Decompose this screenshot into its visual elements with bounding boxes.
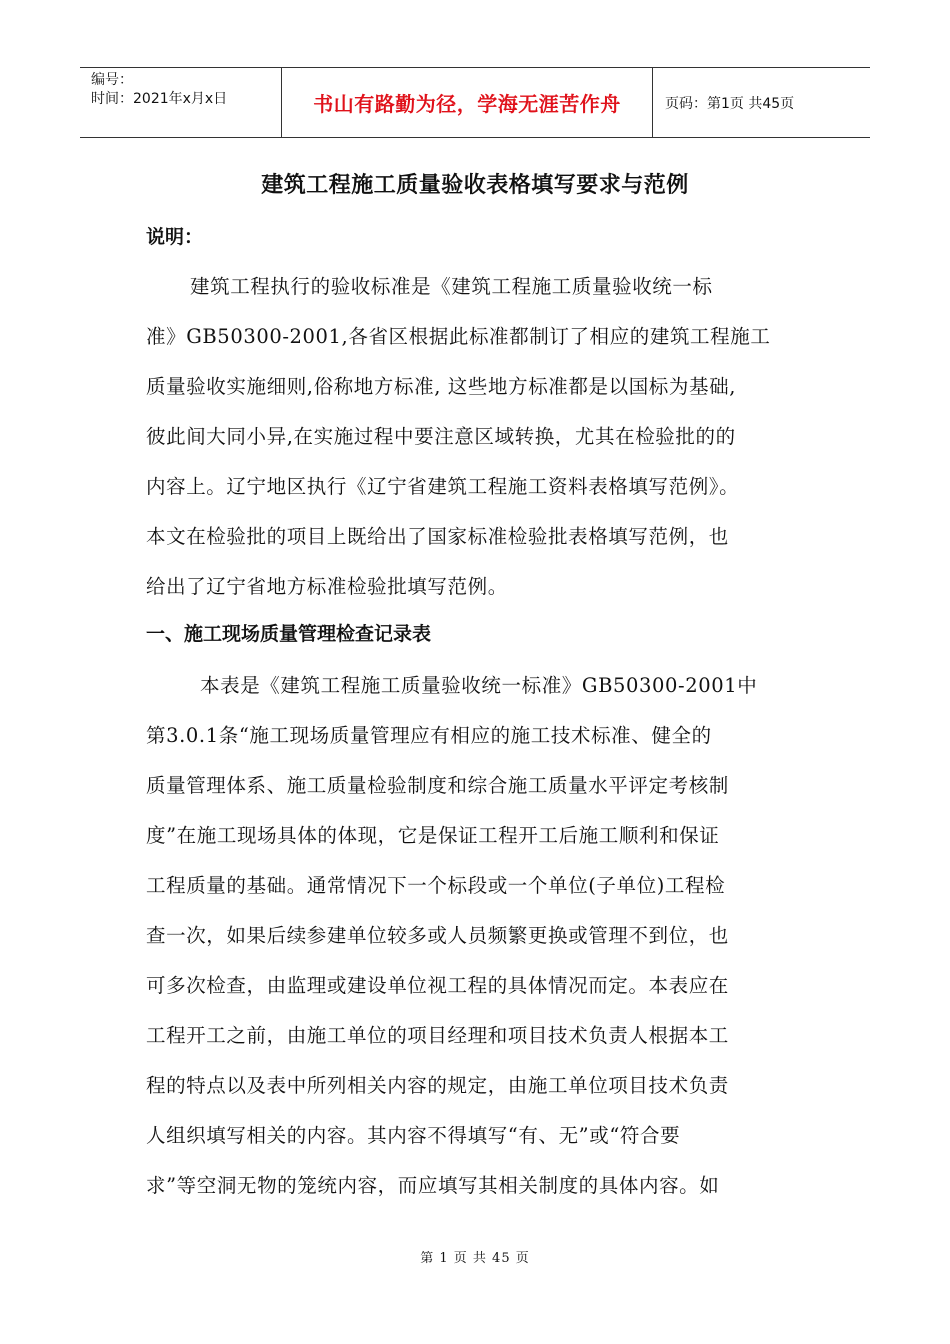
paragraph-line: 质量管理体系、施工质量检验制度和综合施工质量水平评定考核制 bbox=[146, 774, 729, 797]
paragraph-line: 给出了辽宁省地方标准检验批填写范例。 bbox=[146, 575, 508, 598]
header-page-cell bbox=[653, 68, 870, 137]
paragraph-line: 质量验收实施细则,俗称地方标准, 这些地方标准都是以国标为基础, bbox=[146, 375, 736, 398]
paragraph-line: 工程质量的基础。通常情况下一个标段或一个单位(子单位)工程检 bbox=[146, 874, 726, 897]
time-label: 时间：2021年x月x日 bbox=[91, 91, 228, 107]
paragraph-line: 查一次，如果后续参建单位较多或人员频繁更换或管理不到位，也 bbox=[146, 924, 729, 947]
paragraph-line: 建筑工程执行的验收标准是《建筑工程施工质量验收统一标 bbox=[190, 275, 713, 298]
motto: 书山有路勤为径，学海无涯苦作舟 bbox=[313, 92, 621, 116]
number-label: 编号： bbox=[91, 72, 133, 88]
paragraph-line: 第3.0.1条“施工现场质量管理应有相应的施工技术标准、健全的 bbox=[146, 724, 712, 747]
paragraph-line: 可多次检查，由监理或建设单位视工程的具体情况而定。本表应在 bbox=[146, 974, 729, 997]
paragraph-line: 本表是《建筑工程施工质量验收统一标准》GB50300-2001中 bbox=[200, 674, 758, 697]
paragraph-line: 程的特点以及表中所列相关内容的规定，由施工单位项目技术负责 bbox=[146, 1074, 729, 1097]
page-footer: 第 1 页 共 45 页 bbox=[420, 1251, 530, 1266]
paragraph-line: 工程开工之前，由施工单位的项目经理和项目技术负责人根据本工 bbox=[146, 1024, 729, 1047]
paragraph-line: 度”在施工现场具体的体现，它是保证工程开工后施工顺利和保证 bbox=[146, 824, 720, 847]
header-motto-cell bbox=[282, 68, 653, 137]
paragraph-line: 本文在检验批的项目上既给出了国家标准检验批表格填写范例，也 bbox=[146, 525, 729, 548]
note-heading: 说明： bbox=[146, 226, 204, 248]
page-header bbox=[80, 67, 870, 138]
paragraph-line: 彼此间大同小异,在实施过程中要注意区域转换，尤其在检验批的的 bbox=[146, 425, 736, 448]
paragraph-line: 求”等空洞无物的笼统内容，而应填写其相关制度的具体内容。如 bbox=[146, 1174, 720, 1197]
document-title: 建筑工程施工质量验收表格填写要求与范例 bbox=[261, 173, 689, 198]
paragraph-line: 内容上。辽宁地区执行《辽宁省建筑工程施工资料表格填写范例》。 bbox=[146, 475, 740, 498]
page-info: 页码：第1页 共45页 bbox=[665, 95, 795, 112]
header-meta bbox=[80, 68, 282, 137]
paragraph-line: 准》GB50300-2001,各省区根据此标准都制订了相应的建筑工程施工 bbox=[146, 325, 771, 348]
section-heading: 一、施工现场质量管理检查记录表 bbox=[146, 623, 432, 645]
paragraph-line: 人组织填写相关的内容。其内容不得填写“有、无”或“符合要 bbox=[146, 1124, 681, 1147]
